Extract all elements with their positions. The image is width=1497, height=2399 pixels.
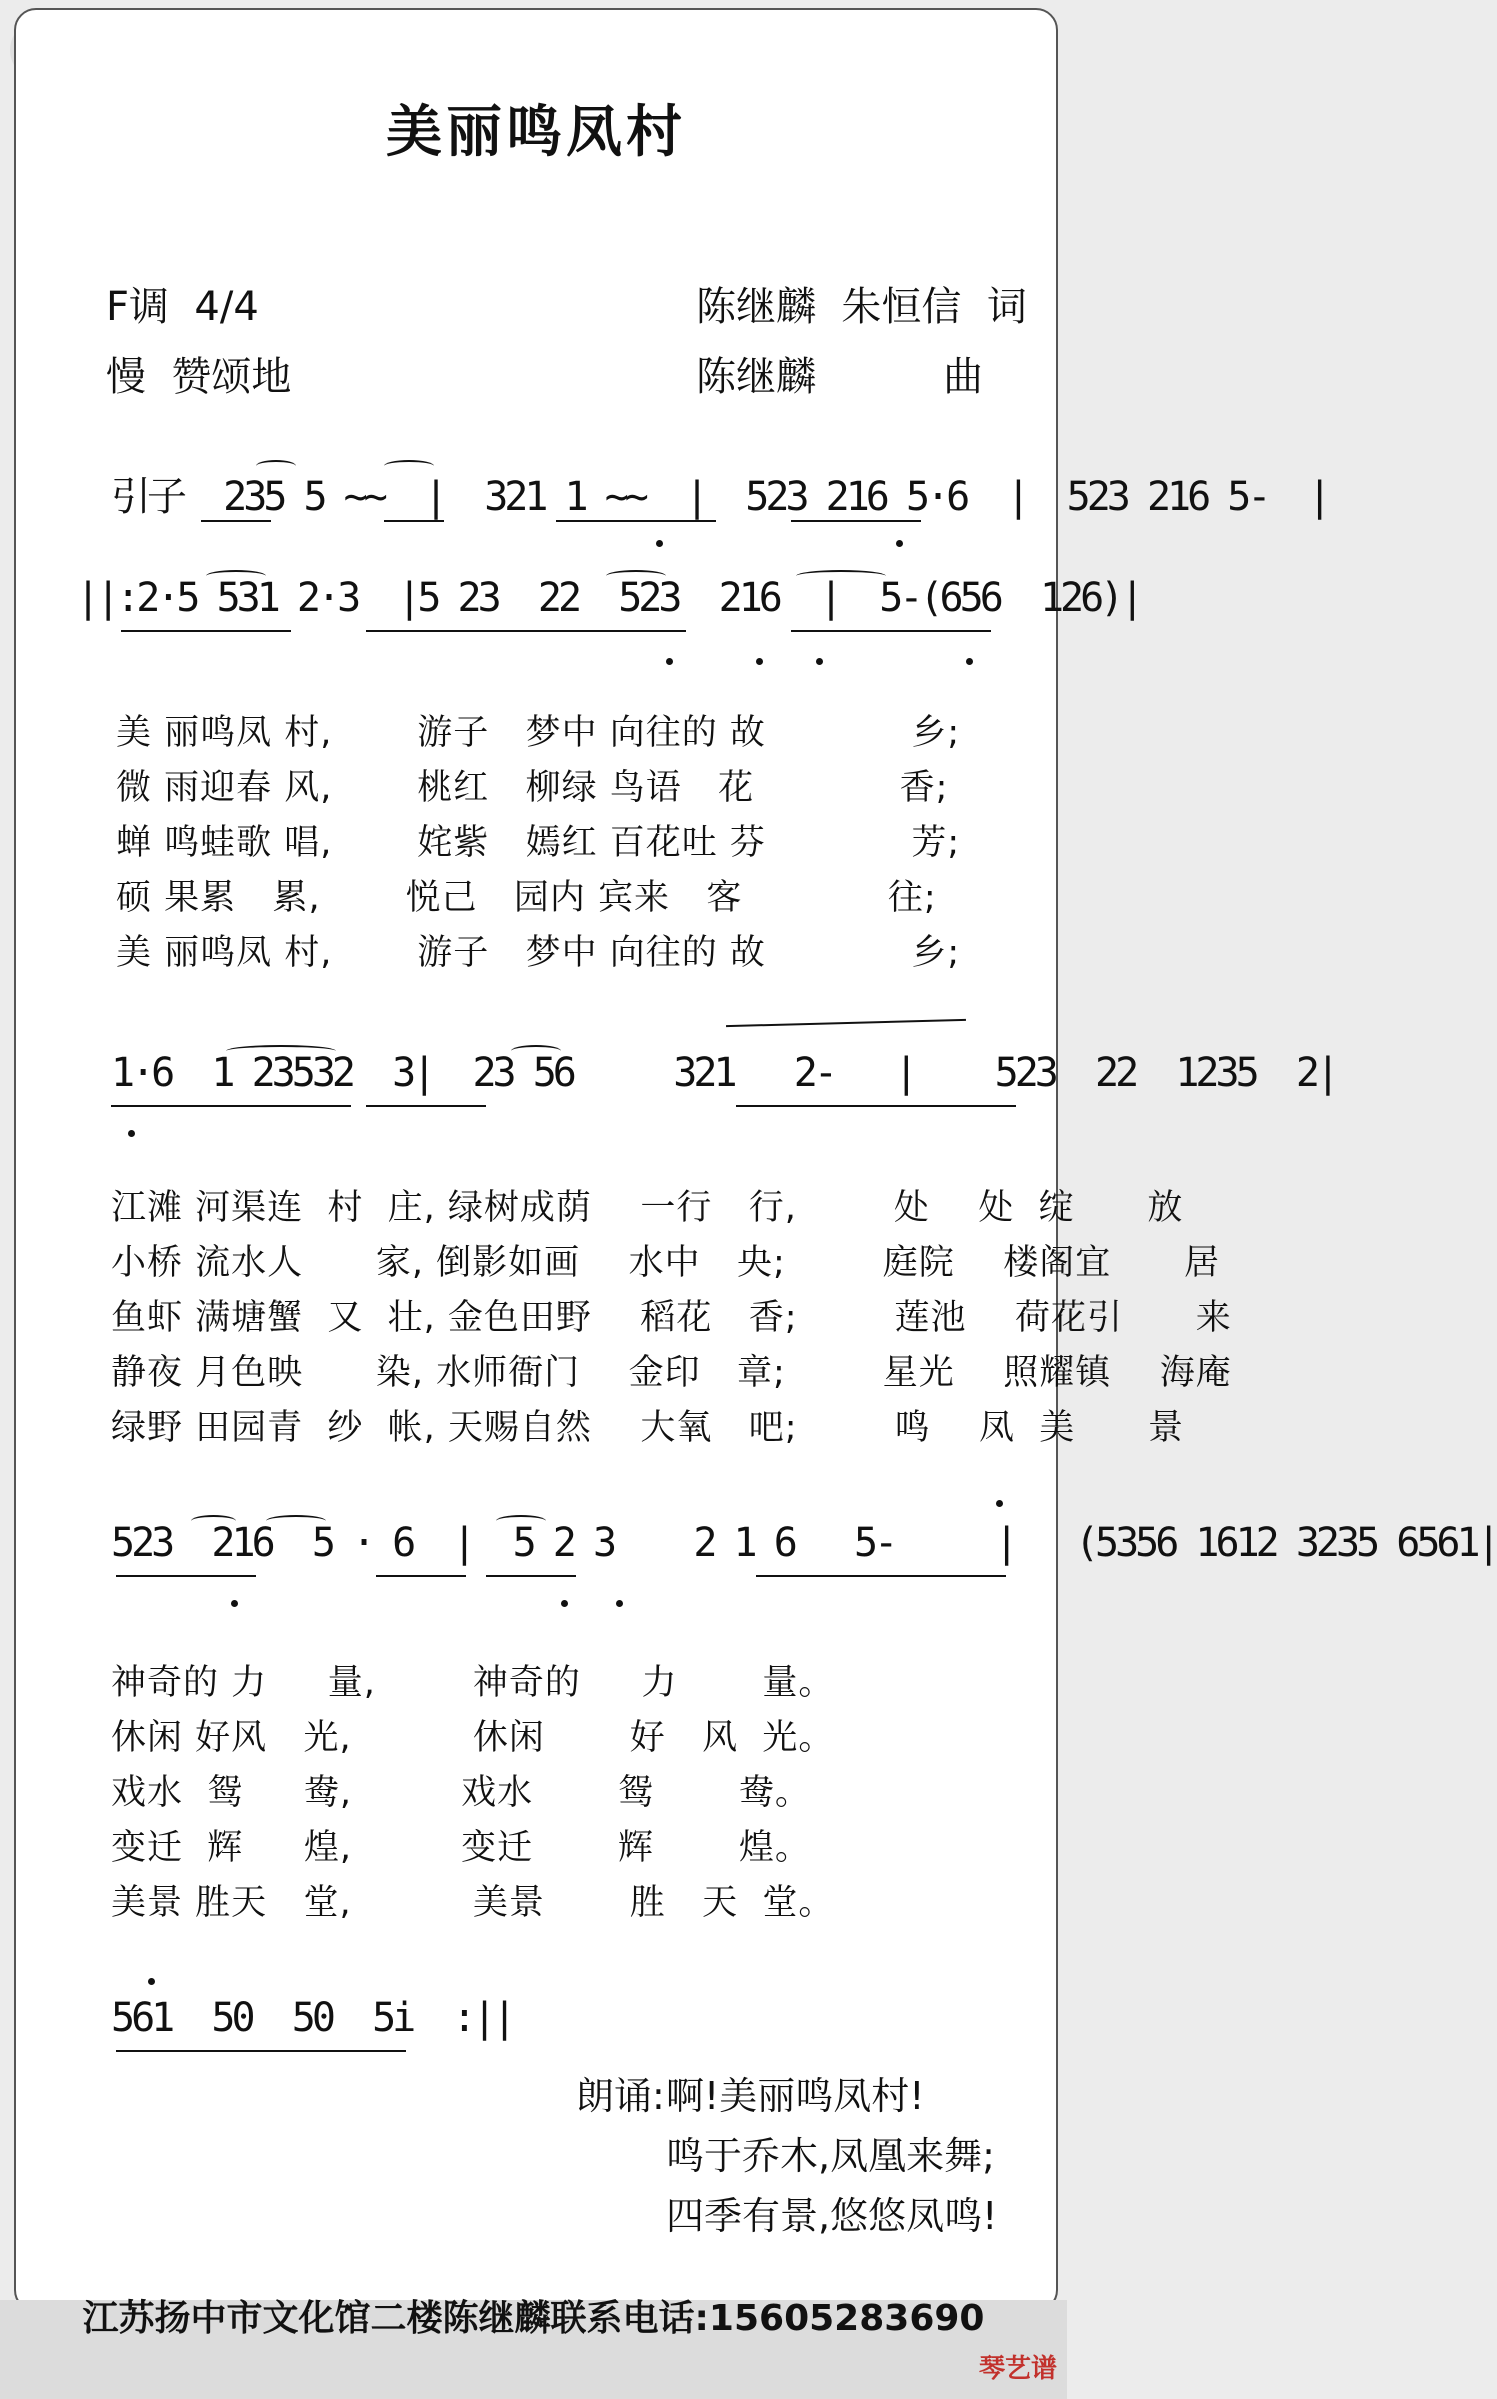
underline — [376, 1575, 466, 1577]
notation-line: 1·6 1 23532 3| 23 56 321 2- | 523 22 1235 2| — [111, 1050, 1337, 1096]
slur — [256, 460, 296, 472]
notation-line: 561 50 50 5i :|| — [111, 1995, 513, 2041]
slur — [796, 570, 886, 582]
recitation-line: 四季有景,悠悠凤鸣! — [666, 2194, 998, 2238]
lyric-line: 美 丽鸣凤 村, 游子 梦中 向往的 故 乡; — [116, 933, 961, 973]
underline — [201, 520, 271, 522]
lyric-line: 戏水 鸳 鸯, 戏水 鸳 鸯。 — [111, 1773, 811, 1813]
score-sheet — [14, 8, 1497, 2312]
crescendo-line — [726, 1019, 966, 1027]
octave-dot — [128, 1130, 135, 1137]
composer-credit: 陈继麟 曲 — [696, 354, 984, 400]
song-title: 美丽鸣凤村 — [386, 100, 686, 165]
notation-line: 523 216 5 · 6 | 5 2 3 2 1 6 5- | (5356 1612 3235 6561| — [111, 1520, 1497, 1566]
lyric-line: 鱼虾 满塘蟹 又 壮, 金色田野 稻花 香; 莲池 荷花引 来 — [111, 1298, 1232, 1338]
lyric-line: 神奇的 力 量, 神奇的 力 量。 — [111, 1663, 835, 1703]
tempo-marking: 慢 赞颂地 — [106, 354, 292, 400]
underline — [791, 630, 991, 632]
octave-dot — [756, 658, 763, 665]
underline — [486, 1575, 576, 1577]
lyric-line: 江滩 河渠连 村 庄, 绿树成荫 一行 行, 处 处 绽 放 — [111, 1188, 1184, 1228]
lyric-line: 绿野 田园青 纱 帐, 天赐自然 大氧 吧; 鸣 凤 美 景 — [111, 1408, 1185, 1448]
lyric-line: 蝉 鸣蛙歌 唱, 姹紫 嫣红 百花吐 芬 芳; — [116, 823, 961, 863]
octave-dot — [996, 1500, 1003, 1507]
underline — [366, 1105, 486, 1107]
lyric-line: 微 雨迎春 风, 桃红 柳绿 鸟语 花 香; — [116, 768, 949, 808]
octave-dot — [616, 1600, 623, 1607]
underline — [116, 1575, 256, 1577]
lyricist-credit: 陈继麟 朱恒信 词 — [696, 284, 1027, 330]
underline — [756, 1575, 1006, 1577]
key-time-signature: F调 4/4 — [106, 284, 259, 330]
recitation-line: 啊!美丽鸣凤村! — [666, 2074, 925, 2118]
octave-dot — [148, 1978, 155, 1985]
slur — [511, 1045, 561, 1057]
slur — [496, 1515, 546, 1527]
slur — [606, 570, 666, 582]
octave-dot — [816, 658, 823, 665]
lyric-line: 小桥 流水人 家, 倒影如画 水中 央; 庭院 楼阁宜 居 — [111, 1243, 1221, 1283]
lyric-line: 变迁 辉 煌, 变迁 辉 煌。 — [111, 1828, 811, 1868]
octave-dot — [561, 1600, 568, 1607]
slur — [206, 570, 266, 582]
recitation-line: 鸣于乔木,凤凰来舞; — [666, 2134, 995, 2178]
underline — [556, 520, 716, 522]
recitation-label: 朗诵: — [576, 2074, 665, 2118]
octave-dot — [966, 658, 973, 665]
slur — [226, 1045, 336, 1057]
slur — [266, 1515, 326, 1527]
brand-watermark: 琴艺谱 — [978, 2354, 1057, 2384]
underline — [384, 520, 444, 522]
octave-dot — [656, 540, 663, 547]
lyric-line: 美景 胜天 堂, 美景 胜 天 堂。 — [111, 1883, 835, 1923]
slur — [191, 1515, 236, 1527]
octave-dot — [896, 540, 903, 547]
underline — [121, 630, 291, 632]
notation-line: 引子 235 5 ~~ | 321 1 ~~ | 523 216 5·6 | 523 216 5- | — [111, 474, 1328, 520]
octave-dot — [231, 1600, 238, 1607]
contact-footer: 江苏扬中市文化馆二楼陈继麟联系电话:15605283690 — [82, 2298, 985, 2339]
lyric-line: 美 丽鸣凤 村, 游子 梦中 向往的 故 乡; — [116, 713, 961, 753]
lyric-line: 硕 果累 累, 悦己 园内 宾来 客 往; — [116, 878, 937, 918]
lyric-line: 休闲 好风 光, 休闲 好 风 光。 — [111, 1718, 835, 1758]
underline — [116, 2050, 406, 2052]
slur — [384, 460, 434, 472]
lyric-line: 静夜 月色映 染, 水师衙门 金印 章; 星光 照耀镇 海庵 — [111, 1353, 1232, 1393]
underline — [366, 630, 686, 632]
notation-line: ||:2·5 531 2·3 |5 23 22 523 216 | 5-(656 126)| — [76, 575, 1141, 621]
underline — [736, 1105, 1016, 1107]
octave-dot — [666, 658, 673, 665]
underline — [791, 520, 921, 522]
underline — [111, 1105, 351, 1107]
